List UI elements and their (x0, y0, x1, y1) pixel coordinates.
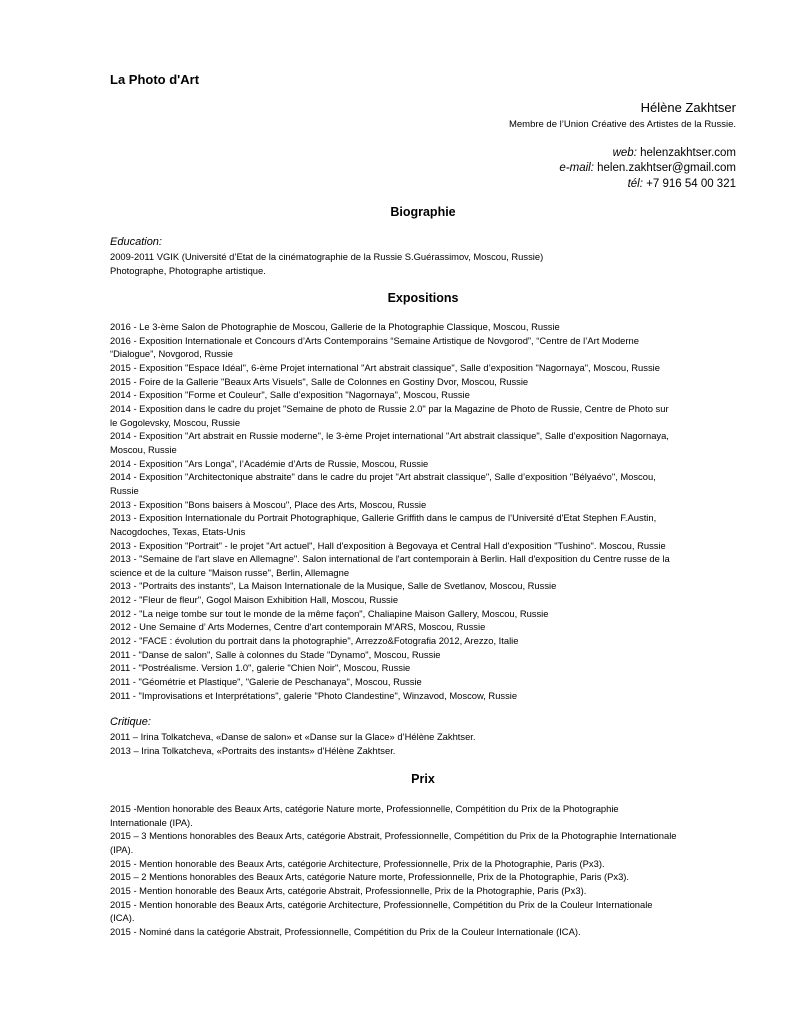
prix-line: 2015 - Mention honorable des Beaux Arts, catégorie Architecture, Professionnelle, Compétition du Prix de la Couleur Internationale (110, 898, 653, 910)
membership-text: Membre de l’Union Créative des Artistes de la Russie. (508, 119, 736, 130)
prix-line: (IPA). (110, 843, 134, 855)
prix-line: 2015 - Nominé dans la catégorie Abstrait, Professionnelle, Compétition du Prix de la Couleur Internationale (ICA). (110, 925, 581, 937)
exposition-line: 2016 - Exposition Internationale et Concours d’Arts Contemporains “Semaine Artistique de Novgorod”, “Centre de l’Art Moderne (110, 334, 639, 346)
critique-line: 2013 – Irina Tolkatcheva, «Portraits des instants» d’Hélène Zakhtser. (110, 744, 396, 756)
education-line: Photographe, Photographe artistique. (110, 264, 266, 276)
critique-label: Critique: (110, 716, 151, 728)
author-name: Hélène Zakhtser (640, 100, 736, 115)
critique-section (110, 716, 736, 757)
prix-line: 2015 – 2 Mentions honorables des Beaux Arts, catégorie Nature morte, Professionnelle, Prix de la Photographie, Paris (Px3). (110, 871, 630, 883)
exposition-line: 2012 - "Fleur de fleur", Gogol Maison Exhibition Hall, Moscou, Russie (110, 594, 399, 606)
exposition-line: 2011 - "Improvisations et Interprétations", galerie "Photo Clandestine", Winzavod, Moscow, Russie (110, 689, 518, 701)
contact-phone-value: +7 916 54 00 321 (646, 177, 736, 190)
exposition-line: 2012 - Une Semaine d’ Arts Modernes, Centre d'art contemporain M'ARS, Moscou, Russie (110, 621, 486, 633)
exposition-line: 2013 - Exposition Internationale du Portrait Photographique, Gallerie Griffith dans le campus de l’Université d'Etat Stephen F.Austin, (110, 512, 657, 524)
exposition-line: 2015 - Foire de la Gallerie "Beaux Arts Visuels", Salle de Colonnes en Gostiny Dvor, Moscou, Russie (110, 375, 529, 387)
prix-line: Internationale (IPA). (110, 816, 193, 828)
exposition-line: 2014 - Exposition "Ars Longa", l’Académie d’Arts de Russie, Moscou, Russie (110, 457, 429, 469)
education-line: 2009-2011 VGIK (Université d’Etat de la cinématographie de la Russie S.Guérassimov, Moscou, Russie) (110, 251, 544, 262)
contact-email (509, 161, 736, 177)
exposition-line: 2013 - "Semaine de l'art slave en Allemagne". Salon international de l'art contemporain à Berlin. Hall d'exposition du Centre russe de la (110, 553, 670, 565)
prix-line: 2015 - Mention honorable des Beaux Arts, catégorie Abstrait, Professionnelle, Prix de la Photographie, Paris (Px3). (110, 884, 587, 896)
contact-phone-label: tél: (627, 177, 643, 190)
exposition-line: 2015 - Exposition "Espace Idéal", 6-ème Projet international "Art abstrait classique", Salle d’exposition "Nagornaya", Moscou, Russie (110, 361, 660, 373)
exposition-line: 2014 - Exposition dans le cadre du projet "Semaine de photo de Russie 2.0" par la Magazine de Photo de Russie, Centre de Photo sur (110, 402, 669, 414)
contact-phone (509, 177, 736, 193)
author-header (509, 101, 736, 192)
education-section (110, 236, 736, 277)
exposition-line: 2014 - Exposition "Forme et Couleur", Salle d’exposition "Nagornaya", Moscou, Russie (110, 389, 470, 401)
contact-email-label: e-mail: (559, 162, 594, 174)
exposition-line: 2016 - Le 3-ème Salon de Photographie de Moscou, Gallerie de la Photographie Classique, Moscou, Russie (110, 321, 560, 332)
exposition-line: 2011 - "Géométrie et Plastique", "Galerie de Peschanaya", Moscou, Russie (110, 676, 422, 688)
prix-line: 2015 - Mention honorable des Beaux Arts, catégorie Architecture, Professionnelle, Prix de la Photographie, Paris (Px3). (110, 857, 605, 869)
contact-web (509, 146, 736, 162)
exposition-line: 2013 - "Portraits des instants", La Maison Internationale de la Musique, Salle de Svetlanov, Moscou, Russie (110, 580, 557, 592)
exposition-line: Nacogdoches, Texas, Etats-Unis (110, 525, 246, 537)
critique-line: 2011 – Irina Tolkatcheva, «Danse de salon» et «Danse sur la Glace» d’Hélène Zakhtser. (110, 731, 476, 742)
exposition-line: Russie (110, 484, 139, 496)
education-label: Education: (110, 236, 162, 248)
exposition-line: science et de la culture "Maison russe", Berlin, Allemagne (110, 566, 350, 578)
exposition-line: le Gogolevsky, Moscou, Russie (110, 416, 241, 428)
exposition-line: 2013 - Exposition "Portrait" - le projet "Art actuel", Hall d'exposition à Begovaya et Central Hall d'exposition "Tushino". Moscou, Russie (110, 539, 666, 551)
biographie-heading: Biographie (390, 205, 456, 219)
exposition-line: 2011 - "Danse de salon", Salle à colonnes du Stade "Dynamo", Moscou, Russie (110, 648, 441, 660)
contact-web-label: web: (612, 146, 637, 159)
contact-web-value: helenzakhtser.com (640, 146, 736, 159)
contact-info (509, 146, 736, 193)
exposition-line: 2014 - Exposition "Architectonique abstraite" dans le cadre du projet "Art abstrait classique", Salle d’exposition "Bélyaévo", Moscou, (110, 471, 656, 483)
prix-line: 2015 -Mention honorable des Beaux Arts, catégorie Nature morte, Professionnelle, Compétition du Prix de la Photographie (110, 803, 619, 814)
exposition-line: 2012 - "FACE : évolution du portrait dans la photographie", Arrezzo&Fotografia 2012, Arezzo, Italie (110, 635, 519, 647)
exposition-line: 2011 - "Postréalisme. Version 1.0", galerie "Chien Noir", Moscou, Russie (110, 662, 411, 674)
prix-heading: Prix (411, 772, 435, 786)
prix-line: 2015 – 3 Mentions honorables des Beaux Arts, catégorie Abstrait, Professionnelle, Compétition du Prix de la Photographie Internationale (110, 830, 677, 842)
exposition-line: 2014 - Exposition "Art abstrait en Russie moderne", le 3-ème Projet international "Art abstrait classique", Salle d’exposition Nagornaya, (110, 430, 669, 442)
expositions-heading: Expositions (387, 291, 459, 305)
prix-list (110, 802, 736, 939)
expositions-list (110, 320, 736, 702)
exposition-line: 2013 - Exposition "Bons baisers à Moscou", Place des Arts, Moscou, Russie (110, 498, 427, 510)
brand-title: La Photo d'Art (110, 72, 200, 87)
prix-line: (ICA). (110, 912, 135, 924)
exposition-line: Moscou, Russie (110, 443, 177, 455)
exposition-line: 2012 - "La neige tombe sur tout le monde de la même façon", Chaliapine Maison Gallery, Moscou, Russie (110, 607, 549, 619)
exposition-line: “Dialogue”, Novgorod, Russie (110, 348, 233, 360)
contact-email-value: helen.zakhtser@gmail.com (597, 162, 736, 174)
